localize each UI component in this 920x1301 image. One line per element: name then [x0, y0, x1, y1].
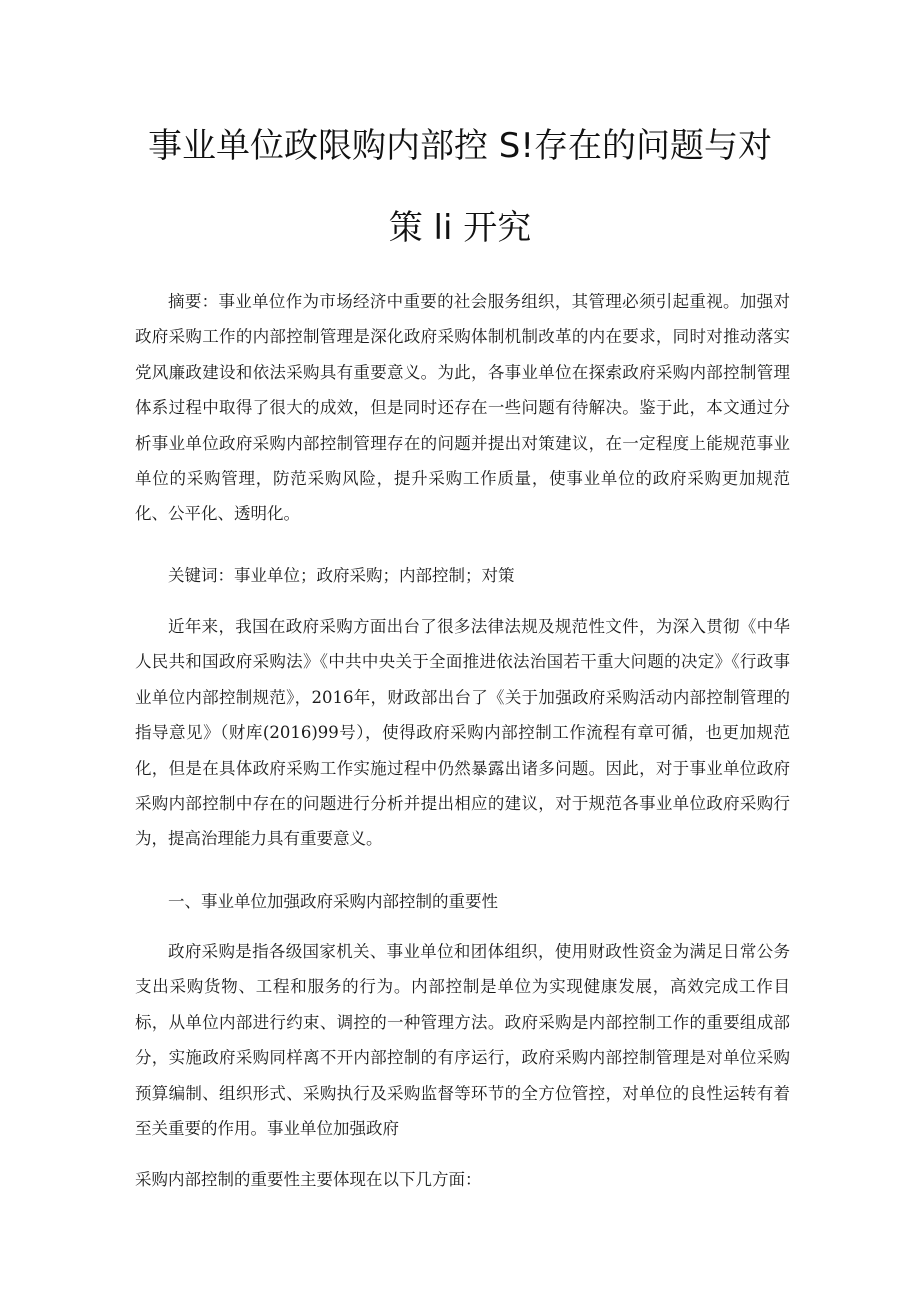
document-title-line-1: 事业单位政限购内部控 S!存在的问题与对	[147, 126, 773, 166]
introduction-paragraph: 近年来，我国在政府采购方面出台了很多法律法规及规范性文件，为深入贯彻《中华人民共和国政府采购法》《中共中央关于全面推进依法治国若干重大问题的决定》《行政事业单位内部控制规范》，2016年，财政部出台了《关于加强政府采购活动内部控制管理的指导意见》（财库(2016)99号），使得政府采购内部控制工作流程有章可循，也更加规范化，但是在具体政府采购工作实施过程中仍然暴露出诸多问题。因此，对于事业单位政府采购内部控制中存在的问题进行分析并提出相应的建议，对于规范各事业单位政府采购行为，提高治理能力具有重要意义。	[135, 617, 790, 849]
document-title-line-2: 策 li 开究	[388, 208, 532, 248]
abstract-paragraph: 摘要：事业单位作为市场经济中重要的社会服务组织，其管理必须引起重视。加强对政府采购工作的内部控制管理是深化政府采购体制机制改革的内在要求，同时对推动落实党风廉政建设和依法采购具有重要意义。为此，各事业单位在探索政府采购内部控制管理体系过程中取得了很大的成效，但是同时还存在一些问题有待解决。鉴于此，本文通过分析事业单位政府采购内部控制管理存在的问题并提出对策建议，在一定程度上能规范事业单位的采购管理，防范采购风险，提升采购工作质量，使事业单位的政府采购更加规范化、公平化、透明化。	[135, 292, 790, 524]
keywords-paragraph: 关键词：事业单位；政府采购；内部控制；对策	[168, 566, 515, 585]
section-1-continuation-line: 采购内部控制的重要性主要体现在以下几方面：	[135, 1170, 482, 1189]
section-1-body-paragraph: 政府采购是指各级国家机关、事业单位和团体组织，使用财政性资金为满足日常公务支出采购货物、工程和服务的行为。内部控制是单位为实现健康发展，高效完成工作目标，从单位内部进行约束、调控的一种管理方法。政府采购是内部控制工作的重要组成部分，实施政府采购同样离不开内部控制的有序运行，政府采购内部控制管理是对单位采购预算编制、组织形式、采购执行及采购监督等环节的全方位管控，对单位的良性运转有着至关重要的作用。事业单位加强政府	[135, 942, 790, 1139]
section-1-heading: 一、事业单位加强政府采购内部控制的重要性	[168, 892, 498, 911]
